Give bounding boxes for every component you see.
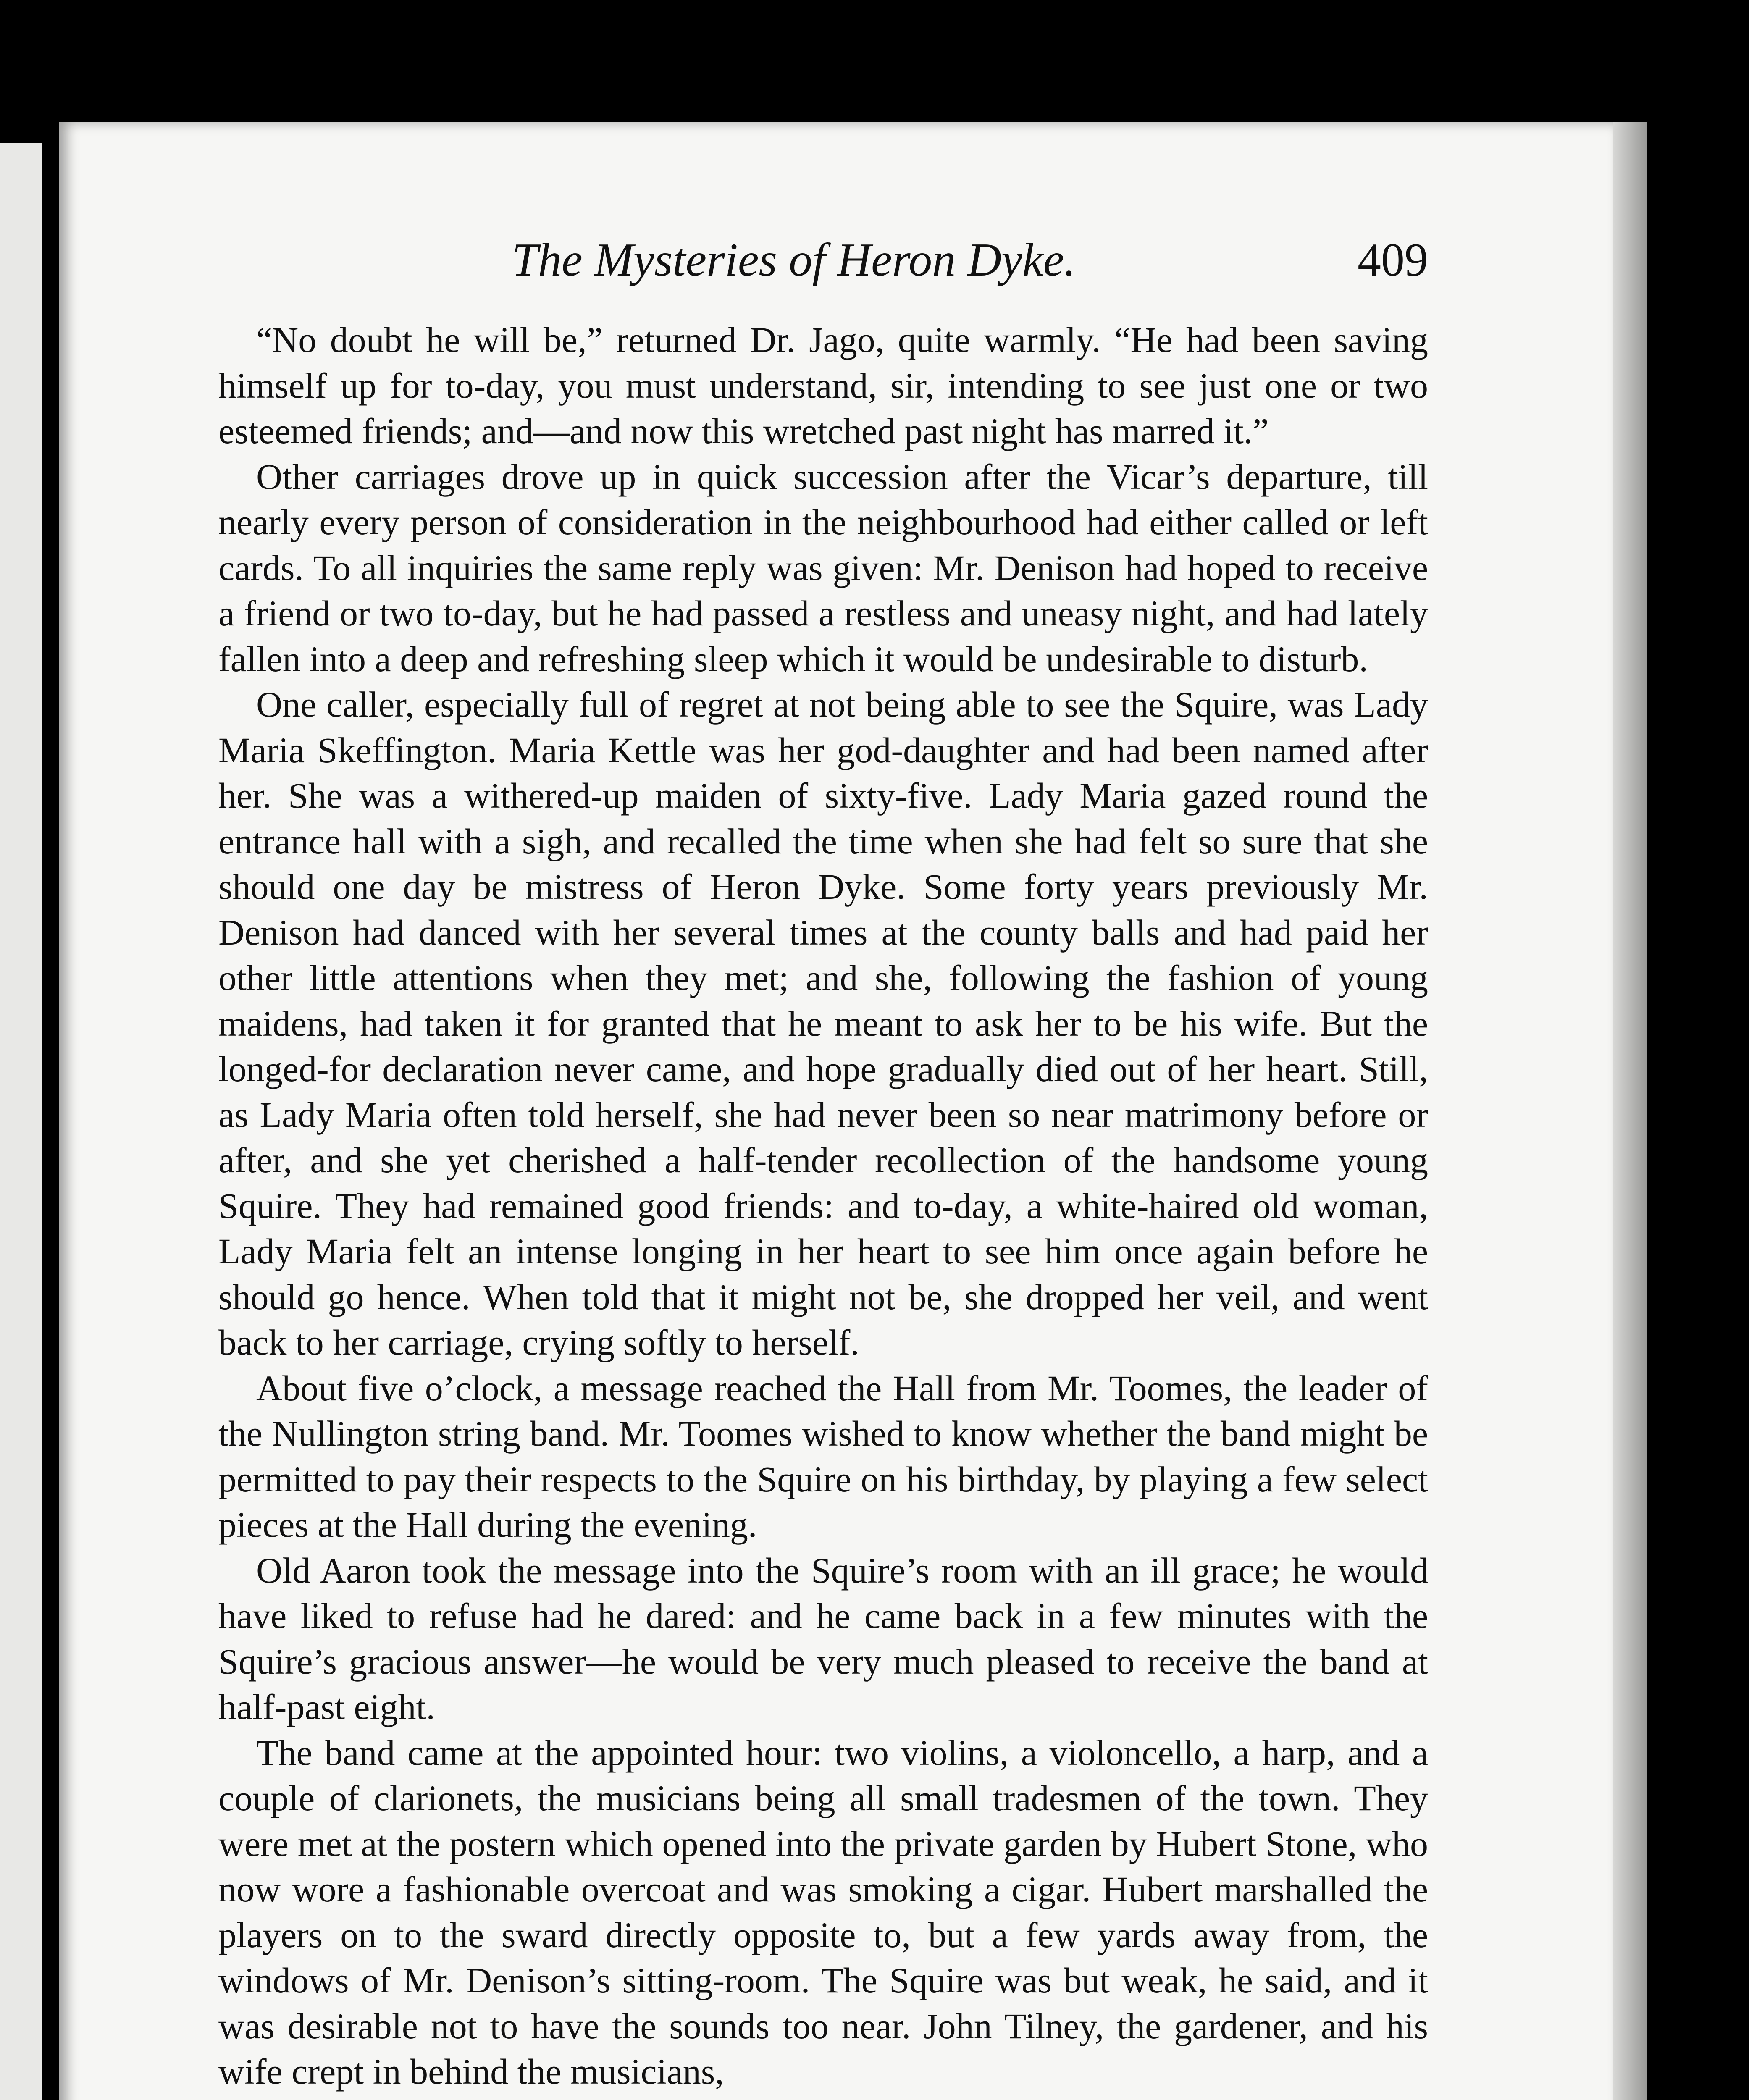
paragraph-5: Old Aaron took the message into the Squire’s room with an ill grace; he would have liked to refuse had he dared: and he came back in a few minutes with the Squire’s gracious answer—he would be very much pleased to receive the band at half-past eight. — [218, 1550, 1428, 1727]
paragraph-1: “No doubt he will be,” returned Dr. Jago, quite warmly. “He had been saving himself up for to-day, you must understand, sir, intending to see just one or two esteemed friends; and—and now this wretched past night has marred it.” — [218, 320, 1428, 451]
page-header — [160, 229, 1428, 304]
paragraph-6: The band came at the appointed hour: two violins, a violoncello, a harp, and a couple of clarionets, the musicians being all small tradesmen of the town. They were met at the postern which opened into the private garden by Hubert Stone, who now wore a fashionable overcoat and was smoking a cigar. Hubert marshalled the players on to the sward directly opposite to, but a few yards away from, the windows of Mr. Denison’s sitting-room. The Squire was but weak, he said, and it was desirable not to have the sounds too near. John Tilney, the gardener, and his wife crept in behind the musicians, — [218, 1732, 1428, 2092]
paragraph-2: Other carriages drove up in quick succession after the Vicar’s departure, till nearly every person of consideration in the neighbourhood had either called or left cards. To all inquiries the same reply was given: Mr. Denison had hoped to receive a friend or two to-day, but he had passed a restless and uneasy night, and had lately fallen into a deep and refreshing sleep which it would be undesirable to disturb. — [218, 456, 1428, 679]
facing-page-edge — [0, 143, 42, 2100]
running-title: The Mysteries of Heron Dyke. — [512, 234, 1076, 286]
paragraph-4: About five o’clock, a message reached the Hall from Mr. Toomes, the leader of the Nullington string band. Mr. Toomes wished to know whether the band might be permitted to pay their respects to the Squire on his birthday, by playing a few select pieces at the Hall during the evening. — [218, 1368, 1428, 1545]
page-number: 409 — [1358, 234, 1428, 286]
body-text — [218, 317, 1428, 2095]
page-edge-shadow — [1613, 122, 1647, 2100]
paragraph-3: One caller, especially full of regret at not being able to see the Squire, was Lady Maria Skeffington. Maria Kettle was her god-daughter and had been named after her. She was a withered-up maiden of sixty-five. Lady Maria gazed round the entrance hall with a sigh, and recalled the time when she had felt so sure that she should one day be mistress of Heron Dyke. Some forty years previously Mr. Denison had danced with her several times at the county balls and had paid her other little attentions when they met; and she, following the fashion of young maidens, had taken it for granted that he meant to ask her to be his wife. But the longed-for declaration never came, and hope gradually died out of her heart. Still, as Lady Maria often told herself, she had never been so near matrimony before or after, and she yet cherished a half-tender recollection of the handsome young Squire. They had remained good friends: and to-day, a white-haired old woman, Lady Maria felt an intense longing in her heart to see him once again before he should go hence. When told that it might not be, she dropped her veil, and went back to her carriage, crying softly to herself. — [218, 684, 1428, 1362]
